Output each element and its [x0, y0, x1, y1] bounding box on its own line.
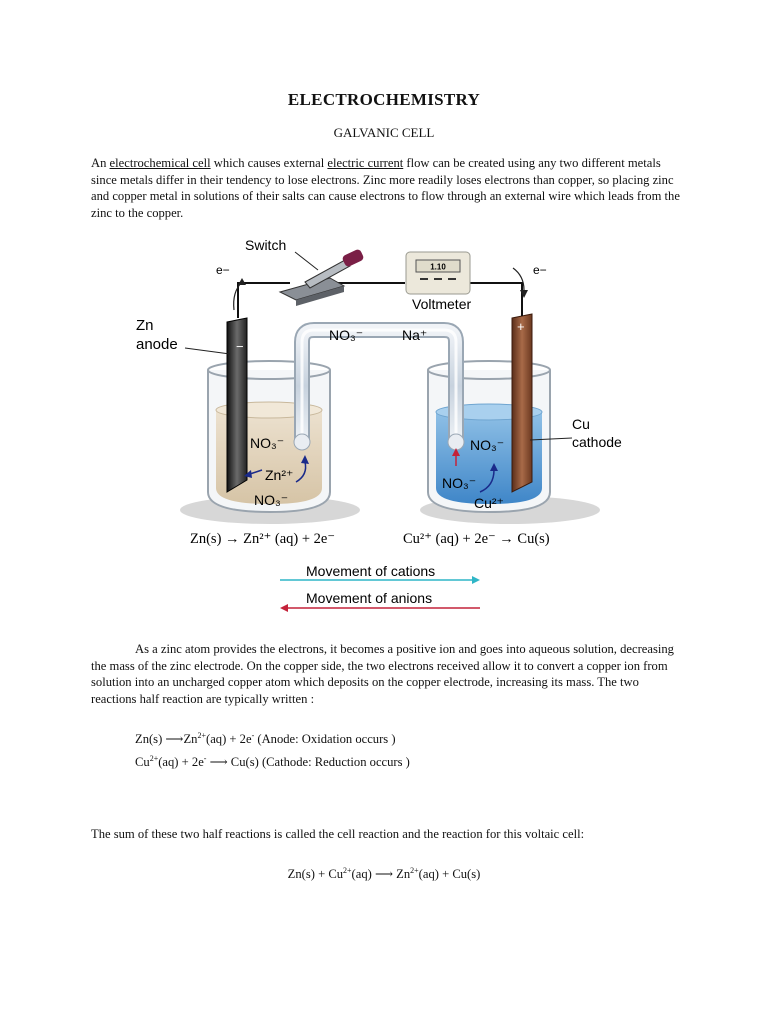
switch-label: Switch	[245, 237, 287, 253]
electrochemical-cell-link[interactable]: electrochemical cell	[109, 156, 211, 170]
page-subtitle: GALVANIC CELL	[333, 125, 435, 140]
cathode-label-1: Cu	[572, 416, 590, 432]
left-zinc-ion: Zn²⁺	[265, 467, 294, 483]
anode-reaction: Zn(s) → Zn²⁺ (aq) + 2e⁻	[190, 531, 335, 547]
eq1-sup-2: -	[251, 731, 255, 740]
summary-paragraph: The sum of these two half reactions is called the cell reaction and the reaction for this voltaic cell:	[91, 827, 585, 841]
voltmeter	[406, 252, 470, 294]
copper-electrode	[512, 314, 532, 492]
cations-label: Movement of cations	[306, 563, 436, 579]
anode-label-2: anode	[136, 336, 178, 353]
cathode-reaction: Cu²⁺ (aq) + 2e⁻ → Cu(s)	[403, 531, 550, 547]
eq2-part-a: Cu	[135, 755, 150, 769]
voltmeter-display: 1.10	[430, 262, 446, 272]
left-nitrate-ion-1: NO₃⁻	[250, 435, 285, 451]
eq2-sup-2: -	[203, 754, 207, 763]
electron-right-label: e−	[533, 263, 547, 277]
overall-cell-reaction	[0, 866, 768, 882]
electron-left-label: e−	[216, 263, 230, 277]
electric-current-link[interactable]: electric current	[327, 156, 404, 170]
eq3-sup-2: 2+	[410, 866, 419, 875]
right-nitrate-ion-2: NO₃⁻	[442, 475, 477, 491]
eq1-part-c: (Anode: Oxidation occurs )	[254, 732, 396, 746]
voltmeter-label: Voltmeter	[412, 296, 472, 312]
cathode-plus-sign: +	[517, 319, 525, 334]
bridge-nitrate-label: NO₃⁻	[329, 327, 364, 343]
anode-minus-sign: −	[236, 339, 244, 354]
explanation-text: As a zinc atom provides the electrons, it becomes a positive ion and goes into aqueous solution, decreasing the mass of the zinc electrode. On the copper side, the two electrons received allow it to convert a copper ion from solution into an uncharged copper atom which deposits on the copper electrode, increasing its mass. The two reactions half reaction are typically written :	[91, 642, 674, 706]
eq1-part-b: (aq) + 2e	[206, 732, 252, 746]
eq3-sup-1: 2+	[343, 866, 352, 875]
anode-label-1: Zn	[136, 317, 154, 334]
left-nitrate-ion-2: NO₃⁻	[254, 492, 289, 508]
right-nitrate-ion-1: NO₃⁻	[470, 437, 505, 453]
eq2-part-c: ⟶ Cu(s) (Cathode: Reduction occurs )	[206, 755, 410, 769]
intro-text-3: flow can be created using any two different metals since metals differ in their tendency to lose electrons. Zinc more readily loses electrons than copper, so placing zinc and copper metal in solutions of their salts can cause electrons to flow through an external wire which leads from the zinc to the copper.	[91, 156, 680, 220]
eq3-part-b: (aq) ⟶ Zn	[351, 867, 411, 881]
explanation-paragraph	[91, 641, 681, 707]
eq1-sup-1: 2+	[197, 731, 206, 740]
intro-text-2: which causes external	[210, 156, 328, 170]
switch	[280, 248, 365, 306]
eq2-sup-1: 2+	[149, 754, 159, 763]
page-title: ELECTROCHEMISTRY	[287, 90, 481, 109]
eq3-part-c: (aq) + Cu(s)	[418, 867, 481, 881]
anode-half-reaction	[135, 731, 396, 747]
right-copper-ion: Cu²⁺	[474, 495, 504, 511]
intro-paragraph	[91, 155, 681, 221]
eq3-part-a: Zn(s) + Cu	[287, 867, 344, 881]
galvanic-cell-diagram	[130, 230, 622, 620]
cathode-half-reaction	[135, 754, 410, 770]
bridge-sodium-label: Na⁺	[402, 327, 428, 343]
eq2-part-b: (aq) + 2e	[158, 755, 204, 769]
eq1-part-a: Zn(s) ⟶Zn	[135, 732, 198, 746]
anions-label: Movement of anions	[306, 590, 433, 606]
intro-text-1: An	[91, 156, 110, 170]
cathode-label-2: cathode	[572, 434, 622, 450]
